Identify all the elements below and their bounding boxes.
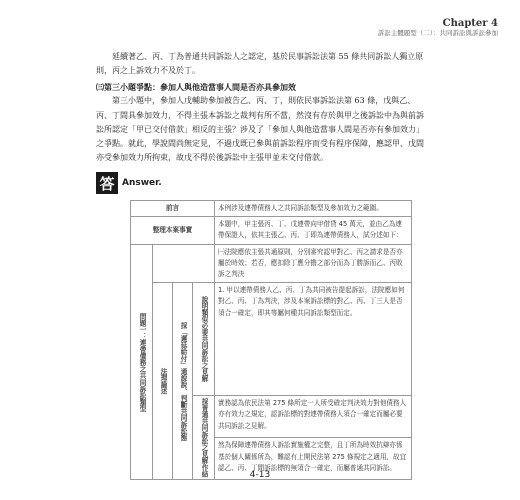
table-row: [131, 201, 412, 217]
paragraph-1: 延續著乙、丙、丁為普通共同訴訟人之認定，基於民事訴訟法第 55 條共同訴訟人獨立原則，丙之上訴效力不及於丁。: [96, 52, 424, 76]
reasoning-2: 實務認為依民法第 275 條所定一人所受確定判決效力對他債務人亦有效力之規定，認訴訟標的對連帶債務人須合一確定而屬必要共同訴訟之見解。: [215, 396, 412, 438]
preface-text: 本例涉及連帶債務人之共同訴訟類型及參加效力之範圍。: [215, 201, 412, 217]
running-header: [378, 18, 498, 37]
reason-label: 說明類似必要共同訴訟之見解: [193, 283, 215, 396]
table-row: [131, 217, 412, 244]
table-row: [131, 244, 412, 283]
question-1-label: 問題一：連帶債務之共同訴訟類型: [131, 244, 153, 480]
answer-badge: 答: [96, 172, 118, 194]
chapter-label: Chapter 4: [442, 18, 498, 29]
table-row: [131, 283, 412, 396]
chapter-subtitle: 訴訟主體題型（二）：共同訴訟與訴訟參加: [377, 28, 498, 37]
facts-text: 本題中，甲主張丙、丁、戊連帶向甲借貸 45 萬元，並由乙為連帶保證人，依其主張乙、丙、丁即為連帶債務人，試分述如下：: [215, 217, 412, 244]
answer-label: Answer.: [122, 178, 162, 188]
preface-label: 前言: [131, 201, 215, 217]
answer-table: [130, 200, 412, 480]
issue-heading: ㈢第三小題爭點：參加人與他造當事人間是否亦具參加效: [96, 82, 296, 92]
view-label: 採「遲延給付」通說說、判斷共同訴訟態: [173, 283, 193, 480]
management-label: 採普通共同訴訟之見解作結: [193, 396, 215, 480]
reasoning-3: 然為保障連帶債務人訴訟實施權之完整，且丁所為時效抗辯亦係基於個人關係所為，難認有上開民法第 275 條規定之適用，故宜認乙、丙、丁間訴訟標的無須合一確定，而屬普通共同訴訟。: [215, 438, 412, 480]
theory-label: 法理論述: [153, 283, 173, 480]
facts-label: 整理本案事實: [131, 217, 215, 244]
issue-text: 第三小題中，參加人戊輔助參加被告乙、丙、丁，則依民事訴訟法第 63 條，戊與乙、丙、丁間具參加效力，不得主張本訴訟之裁判有所不當，然沒有存於與甲之後訴訟中為與前訴訟所認定「甲已交付借款」相反的主張？涉及了「參加人與他造當事人間是否亦有參加效力」之爭點。就此，學說間尚無定見，不過戊既已參與前訴訟程序而受有程序保障，應認甲、戊間亦受參加效力所拘束，故戊不得於後訴訟中主張甲並未交付借款。: [96, 96, 424, 163]
paragraph-2: [96, 80, 426, 166]
answer-heading: [96, 172, 162, 194]
reasoning-1: 1. 甲以連帶債務人乙、丙、丁為共同被告提起訴訟，法院應如何對乙、丙、丁為判決，涉及本案訴訟標的對乙、丙、丁三人是否須合一確定，即其等屬何種共同訴訟類型而定。: [215, 283, 412, 396]
sub-heading-1: ㈠法院應依主張共通原則，分別審究認甲對乙、丙之請求是否亦屬於時效；若否，應扣除丁應分擔之部分而為丁勝訴而乙、丙敗訴之判決: [215, 244, 412, 283]
page-number: 4-13: [249, 470, 271, 480]
